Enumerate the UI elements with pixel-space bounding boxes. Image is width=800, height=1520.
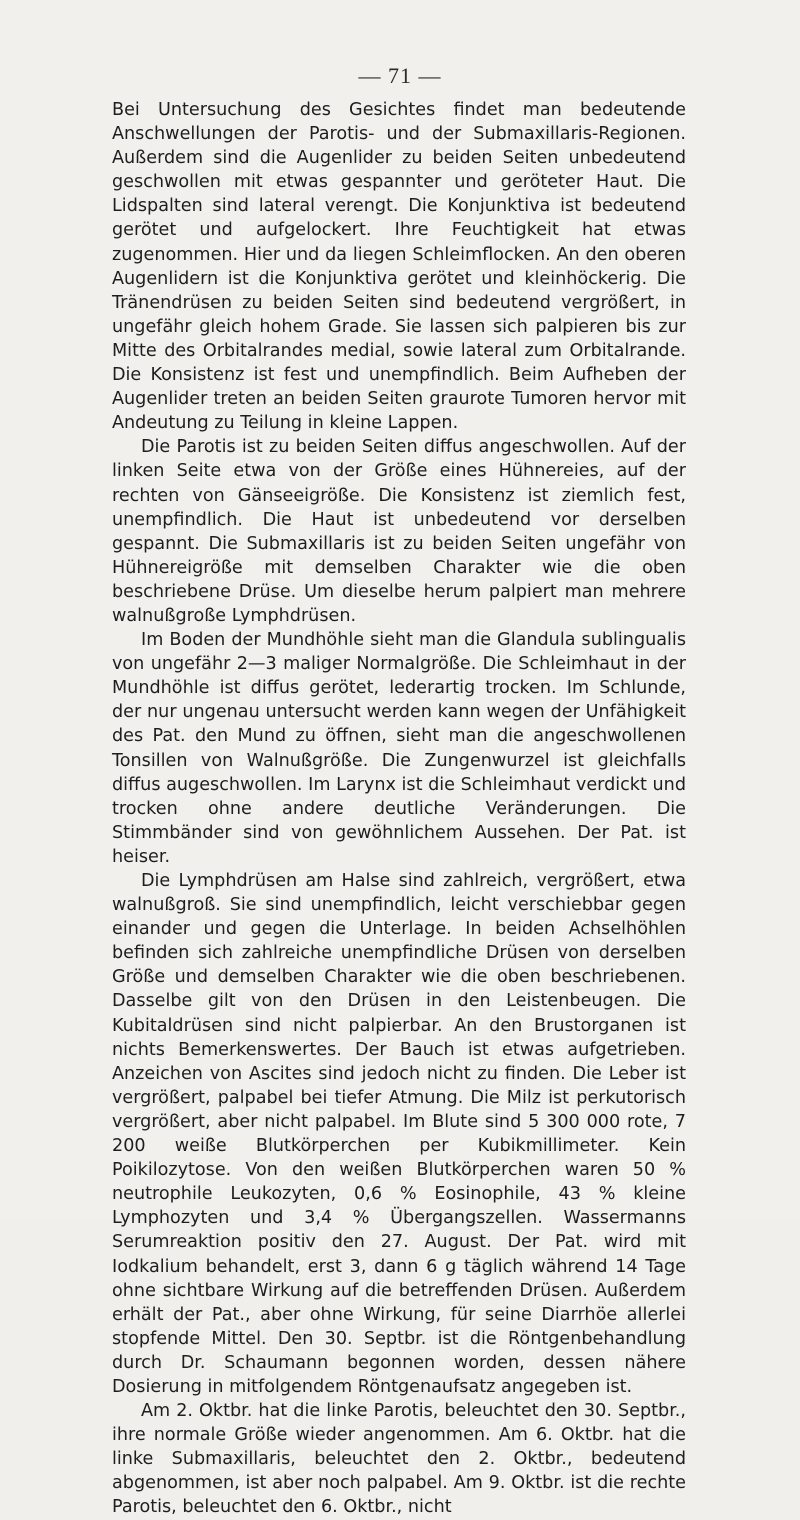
paragraph-face-examination: Bei Untersuchung des Gesichtes findet man bedeutende Anschwellungen der Parotis- und der Submaxillaris-Regionen. Außerdem sind die Augenlider zu beiden Seiten unbedeutend geschwollen mit etwas gespannter und geröteter Haut. Die Lidspalten sind lateral verengt. Die Konjunktiva ist bedeutend gerötet und aufgelockert. Ihre Feuchtigkeit hat etwas zugenommen. Hier und da liegen Schleimflocken. An den oberen Augenlidern ist die Konjunktiva gerötet und kleinhöckerig. Die Tränendrüsen zu beiden Seiten sind bedeutend vergrößert, in ungefähr gleich hohem Grade. Sie lassen sich palpieren bis zur Mitte des Orbitalrandes medial, sowie lateral zum Orbitalrande. Die Konsistenz ist fest und unempfindlich. Beim Aufheben der Augenlider treten an beiden Seiten graurote Tumoren hervor mit Andeutung zu Teilung in kleine Lappen. [112,100,686,434]
paragraph-mouth-cavity: Im Boden der Mundhöhle sieht man die Glandula sublingualis von ungefähr 2—3 maliger Normalgröße. Die Schleimhaut in der Mundhöhle ist diffus gerötet, lederartig trocken. Im Schlunde, der nur ungenau untersucht werden kann wegen der Unfähigkeit des Pat. den Mund zu öffnen, sieht man die angeschwollenen Tonsillen von Walnußgröße. Die Zungenwurzel ist gleichfalls diffus augeschwollen. Im Larynx ist die Schleimhaut verdickt und trocken ohne andere deutliche Veränderungen. Die Stimmbänder sind von gewöhnlichem Aussehen. Der Pat. ist heiser. [112,630,686,867]
body-text [112,98,686,1520]
paragraph-lymph-nodes-blood: Die Lymphdrüsen am Halse sind zahlreich, vergrößert, etwa walnußgroß. Sie sind unempfindlich, leicht verschiebbar gegen einander und gegen die Unterlage. In beiden Achselhöhlen befinden sich zahlreiche unempfindliche Drüsen von derselben Größe und demselben Charakter wie die oben beschriebenen. Dasselbe gilt von den Drüsen in den Leistenbeugen. Die Kubitaldrüsen sind nicht palpierbar. An den Brustorganen ist nichts Bemerkenswertes. Der Bauch ist etwas aufgetrieben. Anzeichen von Ascites sind jedoch nicht zu finden. Die Leber ist vergrößert, palpabel bei tiefer Atmung. Die Milz ist perkutorisch vergrößert, aber nicht palpabel. Im Blute sind 5 300 000 rote, 7 200 weiße Blutkörperchen per Kubikmillimeter. Kein Poikilozytose. Von den weißen Blutkörperchen waren 50 % neutrophile Leukozyten, 0,6 % Eosinophile, 43 % kleine Lymphozyten und 3,4 % Übergangszellen. Wassermanns Serumreaktion positiv den 27. August. Der Pat. wird mit Iodkalium behandelt, erst 3, dann 6 g täglich während 14 Tage ohne sichtbare Wirkung auf die betreffenden Drüsen. Außerdem erhält der Pat., aber ohne Wirkung, für seine Diarrhöe allerlei stopfende Mittel. Den 30. Septbr. ist die Röntgenbehandlung durch Dr. Schaumann begonnen worden, dessen nähere Dosierung in mitfolgendem Röntgenaufsatz angegeben ist. [112,871,686,1397]
paragraph-parotis: Die Parotis ist zu beiden Seiten diffus angeschwollen. Auf der linken Seite etwa von der Größe eines Hühnereies, auf der rechten von Gänseeigröße. Die Konsistenz ist ziemlich fest, unempfindlich. Die Haut ist unbedeutend vor derselben gespannt. Die Submaxillaris ist zu beiden Seiten ungefähr von Hühnereigröße mit demselben Charakter wie die oben beschriebene Drüse. Um dieselbe herum palpiert man mehrere walnußgroße Lymphdrüsen. [112,437,686,626]
page-number: — 71 — [358,63,442,88]
paragraph-treatment-progress: Am 2. Oktbr. hat die linke Parotis, beleuchtet den 30. Septbr., ihre normale Größe wieder angenommen. Am 6. Oktbr. hat die linke Submaxillaris, beleuchtet den 2. Oktbr., bedeutend abgenommen, ist aber noch palpabel. Am 9. Oktbr. ist die rechte Parotis, beleuchtet den 6. Oktbr., nicht [112,1401,686,1518]
